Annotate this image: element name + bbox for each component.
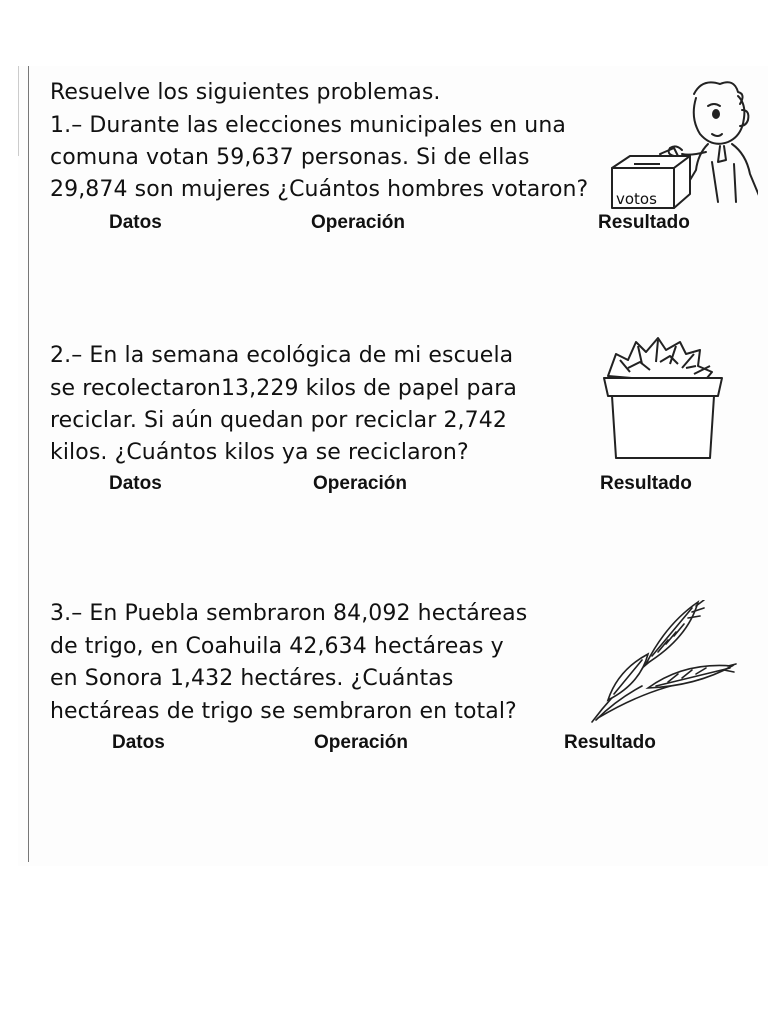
wheat-illustration [588,600,738,726]
problem-3-line-2: de trigo, en Coahuila 42,634 hectáreas y [50,634,504,659]
problem-1-datos-heading: Datos [109,212,162,233]
left-margin-line-faint [18,66,19,156]
voting-child-illustration [608,72,758,212]
problem-2-datos-heading: Datos [109,473,162,494]
problem-3-line-1: 3.– En Puebla sembraron 84,092 hectáreas [50,601,528,626]
ballot-box-label: votos [616,190,657,208]
problem-1-line-1: 1.– Durante las elecciones municipales en una [50,113,566,138]
problem-2-line-4: kilos. ¿Cuántos kilos ya se reciclaron? [50,440,469,465]
problem-3-resultado-heading: Resultado [564,732,656,753]
paper-box-illustration [598,332,728,467]
problem-1-resultado-heading: Resultado [598,212,690,233]
problem-2-line-1: 2.– En la semana ecológica de mi escuela [50,343,514,368]
problem-2-operacion-heading: Operación [313,473,407,494]
page-margin-top [0,0,768,66]
intro-instruction: Resuelve los siguientes problemas. [50,80,441,105]
problem-3-line-3: en Sonora 1,432 hectáres. ¿Cuántas [50,666,454,691]
problem-3-line-4: hectáreas de trigo se sembraron en total? [50,699,517,724]
problem-2-resultado-heading: Resultado [600,473,692,494]
problem-2-line-2: se recolectaron13,229 kilos de papel para [50,376,517,401]
problem-1-line-3: 29,874 son mujeres ¿Cuántos hombres votaron? [50,177,589,202]
problem-2-line-3: reciclar. Si aún quedan por reciclar 2,742 [50,408,507,433]
problem-1-operacion-heading: Operación [311,212,405,233]
problem-3-datos-heading: Datos [112,732,165,753]
problem-3-operacion-heading: Operación [314,732,408,753]
left-margin-line [28,66,29,862]
problem-1-line-2: comuna votan 59,637 personas. Si de ellas [50,145,530,170]
